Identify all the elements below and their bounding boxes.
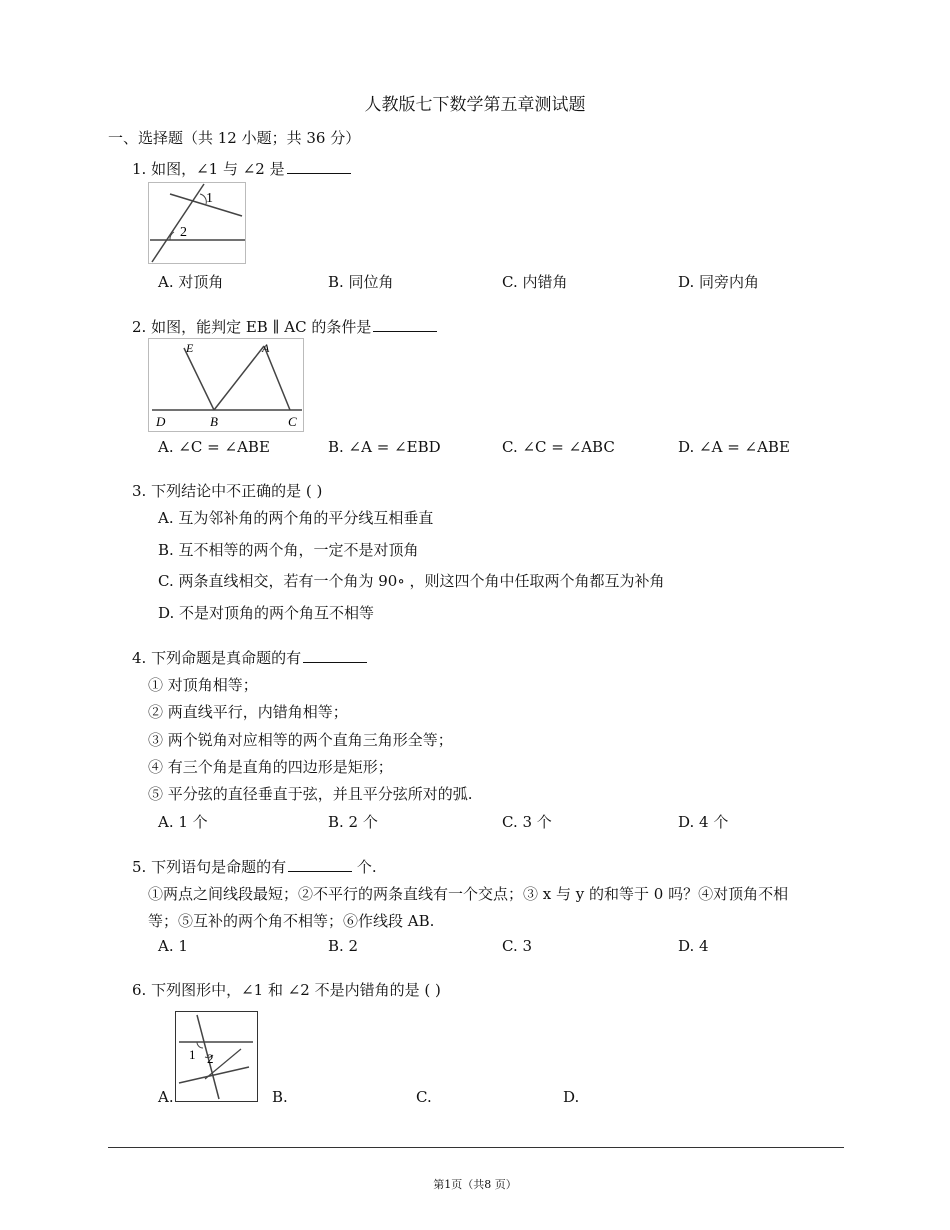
q4-item-3: ③ 两个锐角对应相等的两个直角三角形全等； <box>148 731 453 749</box>
q3-option-c: C. 两条直线相交，若有一个角为 90∘ ，则这四个角中任取两个角都互为补角 <box>158 572 665 590</box>
q5-option-c: C. 3 <box>502 937 533 955</box>
question-6-stem: 6. 下列图形中，∠1 和 ∠2 不是内错角的是 ( ) <box>132 981 441 999</box>
section-heading: 一、选择题（共 12 小题；共 36 分） <box>108 129 361 147</box>
label-a: A <box>262 341 270 355</box>
q4-option-a: A. 1 个 <box>158 813 208 831</box>
segment-ba <box>214 346 264 410</box>
label-1: 1 <box>206 191 213 206</box>
question-text: 5. 下列语句是命题的有 <box>132 858 287 876</box>
q1-option-a: A. 对顶角 <box>158 273 224 291</box>
q1-option-b: B. 同位角 <box>328 273 394 291</box>
q4-option-b: B. 2 个 <box>328 813 378 831</box>
q3-option-b: B. 互不相等的两个角，一定不是对顶角 <box>158 541 419 559</box>
answer-blank <box>288 857 352 872</box>
question-text: 4. 下列命题是真命题的有 <box>132 649 302 667</box>
label-b: B <box>210 414 218 429</box>
q5-statement-line-2: 等；⑤互补的两个角不相等；⑥作线段 AB. <box>148 912 435 930</box>
q1-option-c: C. 内错角 <box>502 273 568 291</box>
question-2-stem <box>132 316 437 337</box>
question-5-stem <box>132 856 377 877</box>
question-text: 1. 如图，∠1 与 ∠2 是 <box>132 160 285 178</box>
q4-item-2: ② 两直线平行，内错角相等； <box>148 703 348 721</box>
page-footer: 第1页（共8 页） <box>433 1178 517 1191</box>
q6-option-a: A. <box>158 1088 174 1106</box>
q6-figure-a <box>175 1011 258 1102</box>
answer-blank <box>303 648 367 663</box>
q6-option-b: B. <box>272 1088 288 1106</box>
angle-1-arc <box>197 1042 203 1048</box>
q4-item-1: ① 对顶角相等； <box>148 676 258 694</box>
segment-eb <box>184 348 214 410</box>
q3-option-a: A. 互为邻补角的两个角的平分线互相垂直 <box>158 509 434 527</box>
q4-option-c: C. 3 个 <box>502 813 552 831</box>
label-d: D <box>156 414 166 429</box>
q4-item-4: ④ 有三个角是直角的四边形是矩形； <box>148 758 393 776</box>
q5-option-b: B. 2 <box>328 937 359 955</box>
q1-figure <box>148 182 246 264</box>
question-text: 2. 如图，能判定 EB ∥ AC 的条件是 <box>132 318 372 336</box>
question-3-stem: 3. 下列结论中不正确的是 ( ) <box>132 482 323 500</box>
q6-option-c: C. <box>416 1088 432 1106</box>
q2-figure <box>148 338 304 432</box>
q2-option-d: D. ∠A = ∠ABE <box>678 438 790 456</box>
page-title: 人教版七下数学第五章测试题 <box>364 95 586 115</box>
q2-option-b: B. ∠A = ∠EBD <box>328 438 441 456</box>
label-1: 1 <box>189 1047 196 1062</box>
q6-option-d: D. <box>563 1088 580 1106</box>
q3-option-d: D. 不是对顶角的两个角互不相等 <box>158 604 375 622</box>
label-c: C <box>288 414 297 429</box>
q5-statement-line-1: ①两点之间线段最短；②不平行的两条直线有一个交点；③ x 与 y 的和等于 0 吗？④对顶角不相 <box>148 885 789 903</box>
q4-item-5: ⑤ 平分弦的直径垂直于弦，并且平分弦所对的弧. <box>148 785 473 803</box>
label-2: 2 <box>207 1051 214 1066</box>
q2-option-a: A. ∠C = ∠ABE <box>158 438 270 456</box>
question-4-stem <box>132 647 367 668</box>
footer-divider <box>108 1147 844 1148</box>
label-e: E <box>186 341 194 355</box>
q1-option-d: D. 同旁内角 <box>678 273 760 291</box>
q2-option-c: C. ∠C = ∠ABC <box>502 438 615 456</box>
question-1-stem <box>132 158 351 179</box>
answer-blank <box>287 159 351 174</box>
answer-blank <box>373 317 437 332</box>
q4-option-d: D. 4 个 <box>678 813 729 831</box>
q5-option-a: A. 1 <box>158 937 188 955</box>
label-2: 2 <box>180 225 187 240</box>
q5-option-d: D. 4 <box>678 937 709 955</box>
question-suffix: 个. <box>352 858 377 876</box>
segment-ac <box>264 346 290 410</box>
